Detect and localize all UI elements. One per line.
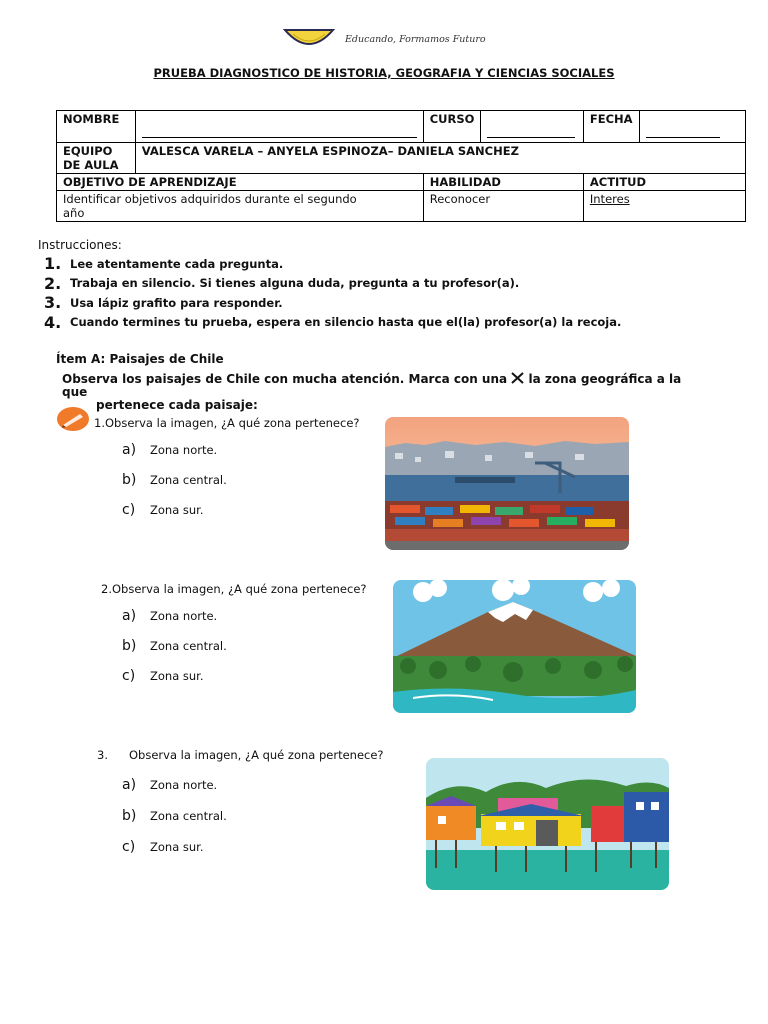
stilt-houses-image [426, 758, 669, 890]
student-info-table [56, 110, 746, 222]
port-landscape-image [385, 417, 629, 550]
q3-option-b[interactable]: b) Zona central. [122, 808, 227, 824]
objetivo-value: Identificar objetivos adquiridos durante el segundo año [57, 191, 424, 222]
question-1-text: 1.Observa la imagen, ¿A qué zona pertenece? [94, 416, 360, 430]
curso-field[interactable] [481, 111, 583, 143]
q1-option-a[interactable]: a) Zona norte. [122, 442, 218, 458]
q1-option-c[interactable]: c) Zona sur. [122, 502, 204, 518]
x-mark-icon [511, 372, 524, 384]
nombre-field[interactable] [135, 111, 423, 143]
q3-option-a[interactable]: a) Zona norte. [122, 777, 218, 793]
volcano-landscape-image [393, 580, 636, 713]
list-item: 1. Lee atentamente cada pregunta. [44, 254, 284, 274]
q2-option-a[interactable]: a) Zona norte. [122, 608, 218, 624]
list-item: 3. Usa lápiz grafito para responder. [44, 293, 283, 313]
page-title: PRUEBA DIAGNOSTICO DE HISTORIA, GEOGRAFIA Y CIENCIAS SOCIALES [153, 66, 615, 80]
curso-label: CURSO [423, 111, 481, 143]
item-title: Ítem A: Paisajes de Chile [56, 352, 224, 366]
school-motto: Educando, Formamos Futuro [345, 34, 486, 45]
actitud-label: ACTITUD [583, 174, 745, 191]
school-crest-icon [283, 28, 335, 50]
instruction-list [44, 254, 621, 332]
nombre-label: NOMBRE [57, 111, 136, 143]
actitud-value: Interes [583, 191, 745, 222]
q1-option-b[interactable]: b) Zona central. [122, 472, 227, 488]
q2-option-c[interactable]: c) Zona sur. [122, 668, 204, 684]
instructions-title: Instrucciones: [38, 238, 122, 252]
equipo-value: VALESCA VARELA – ANYELA ESPINOZA– DANIELA SANCHEZ [135, 143, 745, 174]
item-instruction: Observa los paisajes de Chile con mucha atención. Marca con una la zona geográfica a la que pertenece cada paisaje: [62, 372, 682, 412]
question-3-text: 3. Observa la imagen, ¿A qué zona pertenece? [97, 748, 384, 762]
question-2-text: 2.Observa la imagen, ¿A qué zona pertenece? [101, 582, 367, 596]
equipo-label: EQUIPO DE AULA [57, 143, 136, 174]
list-item: 4. Cuando termines tu prueba, espera en silencio hasta que el(la) profesor(a) la recoja. [44, 312, 622, 332]
objetivo-label: OBJETIVO DE APRENDIZAJE [57, 174, 424, 191]
list-item: 2. Trabaja en silencio. Si tienes alguna duda, pregunta a tu profesor(a). [44, 273, 520, 293]
pencil-badge-icon [56, 406, 90, 432]
q3-option-c[interactable]: c) Zona sur. [122, 839, 204, 855]
q2-option-b[interactable]: b) Zona central. [122, 638, 227, 654]
habilidad-label: HABILIDAD [423, 174, 583, 191]
habilidad-value: Reconocer [423, 191, 583, 222]
fecha-label: FECHA [583, 111, 639, 143]
fecha-field[interactable] [639, 111, 745, 143]
